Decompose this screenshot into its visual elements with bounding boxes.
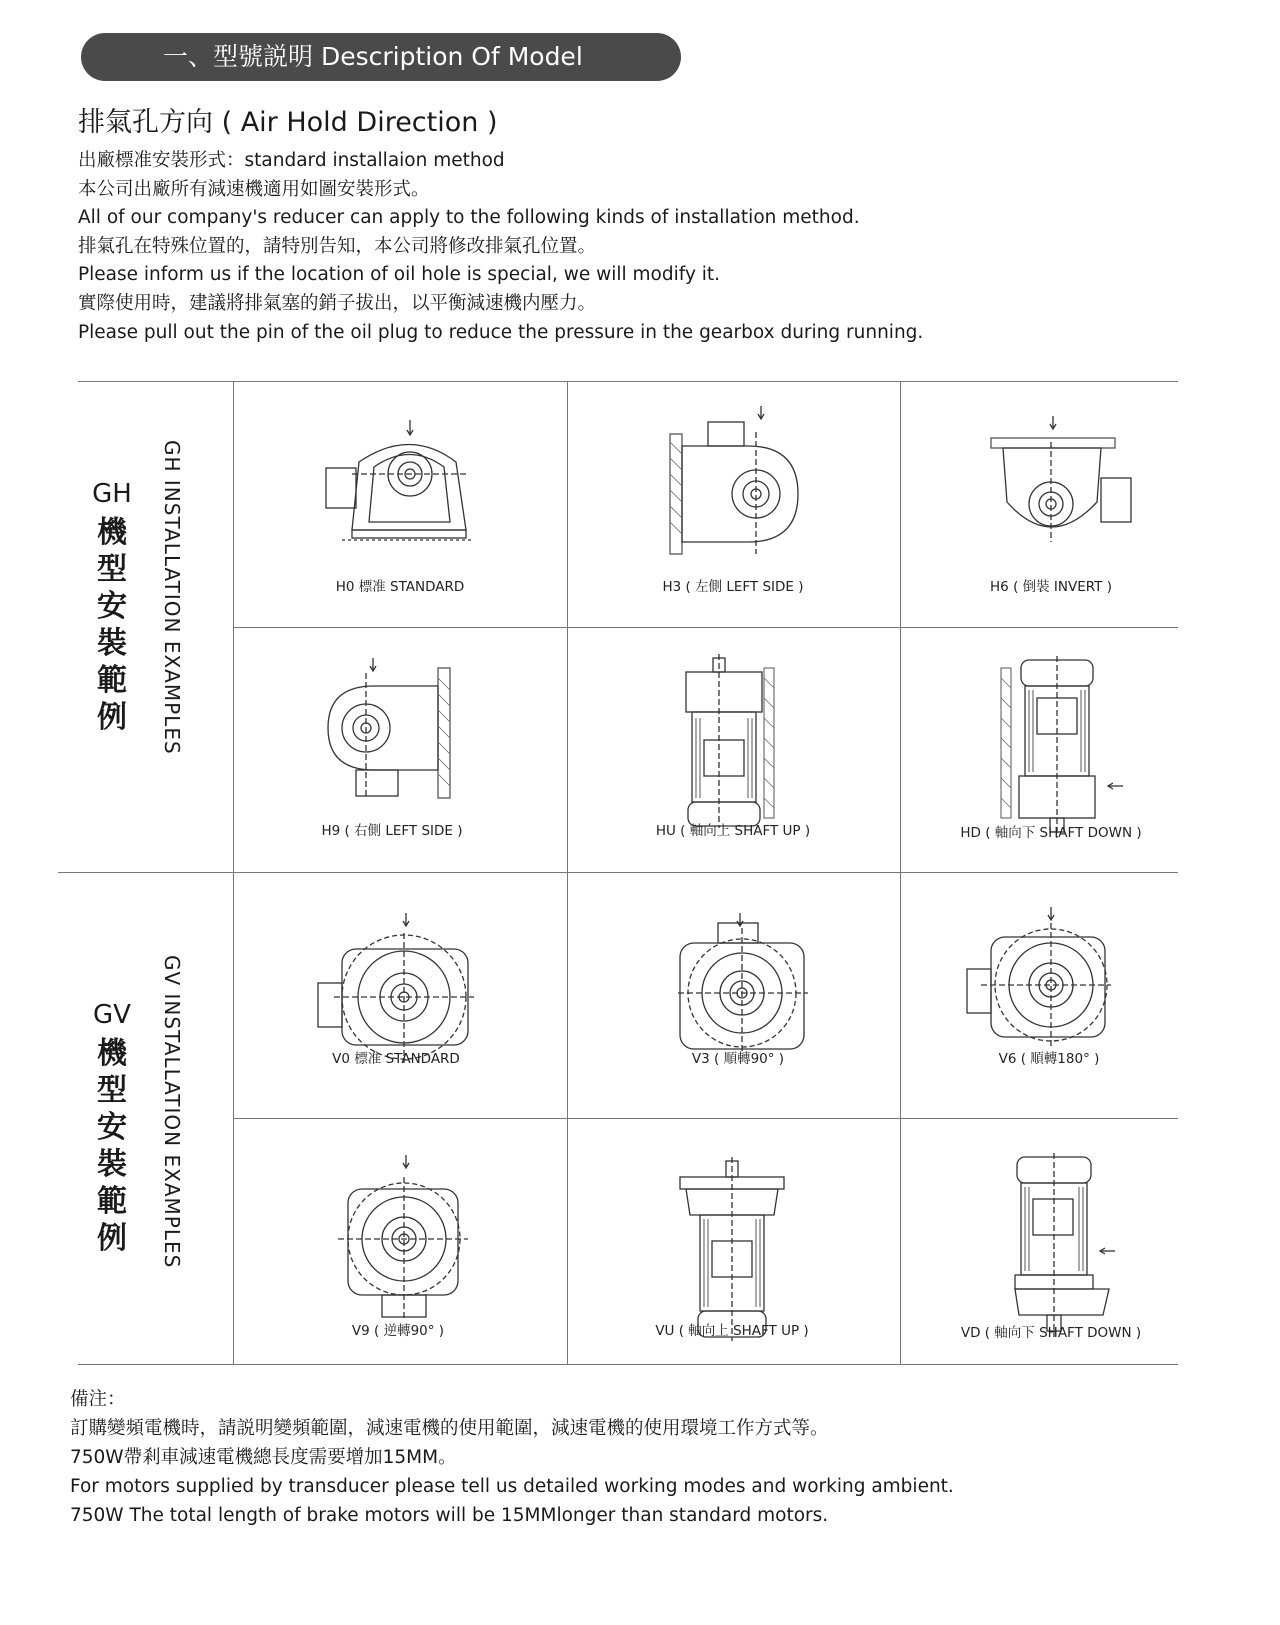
intro-line-5: Please inform us if the location of oil hole is special, we will modify it.	[78, 264, 721, 286]
h6-label: H6 ( 倒裝 INVERT )	[990, 579, 1112, 595]
v3-label: V3 ( 順轉90° )	[691, 1051, 785, 1067]
hu-diagram	[568, 628, 900, 872]
gh-h6-cell	[901, 382, 1178, 627]
gh-side-cn: 機型安裝範例	[97, 515, 127, 735]
h9-label: H9 ( 右側 LEFT SIDE )	[321, 823, 463, 839]
h3-diagram	[568, 382, 900, 627]
gv-side-en: GV INSTALLATION EXAMPLES	[160, 955, 184, 1269]
gh-h3-cell	[568, 382, 900, 627]
v9-label: V9 ( 逆轉90° )	[351, 1323, 445, 1339]
vu-label: VU ( 軸向上 SHAFT UP )	[655, 1323, 809, 1339]
v0-diagram	[234, 873, 567, 1118]
intro-line-6: 實際使用時，建議將排氣塞的銷子拔出，以平衡減速機内壓力。	[78, 292, 597, 314]
h6-diagram	[901, 382, 1178, 627]
section-subtitle: 排氣孔方向 ( Air Hold Direction )	[78, 107, 498, 138]
hd-label: HD ( 軸向下 SHAFT DOWN )	[960, 825, 1142, 841]
gh-side-en: GH INSTALLATION EXAMPLES	[160, 440, 184, 755]
notes-line-2: 750W帶剎車減速電機總長度需要增加15MM。	[70, 1447, 457, 1468]
hd-diagram	[901, 628, 1178, 872]
v6-diagram	[901, 873, 1178, 1118]
gv-v0-cell	[234, 873, 567, 1118]
h3-label: H3 ( 左側 LEFT SIDE )	[662, 579, 804, 595]
intro-line-4: 排氣孔在特殊位置的，請特別告知，本公司將修改排氣孔位置。	[78, 235, 597, 257]
gh-h9-cell	[234, 628, 567, 872]
table-bottom-rule	[78, 1364, 1178, 1365]
gv-v9-cell	[234, 1119, 567, 1364]
v0-label: V0 標准 STANDARD	[332, 1051, 460, 1067]
vu-diagram	[568, 1119, 900, 1364]
gh-hu-cell	[568, 628, 900, 872]
gv-side-latin: GV	[93, 1000, 131, 1030]
v9-diagram	[234, 1119, 567, 1364]
gv-side-cn: 機型安裝範例	[97, 1036, 127, 1256]
intro-line-7: Please pull out the pin of the oil plug to reduce the pressure in the gearbox during running.	[78, 321, 924, 343]
notes-section	[70, 1385, 1220, 1530]
gv-v3-cell	[568, 873, 900, 1118]
vd-label: VD ( 軸向下 SHAFT DOWN )	[960, 1325, 1142, 1341]
notes-heading: 備注：	[70, 1389, 126, 1410]
hu-label: HU ( 軸向上 SHAFT UP )	[655, 823, 811, 839]
gv-side-label	[92, 995, 132, 1257]
section-title-banner: 一、型號説明 Description Of Model	[81, 33, 681, 81]
intro-text	[78, 147, 1198, 347]
gh-hd-cell	[901, 628, 1178, 872]
gv-v6-cell	[901, 873, 1178, 1118]
vd-diagram	[901, 1119, 1178, 1364]
v6-label: V6 ( 順轉180° )	[998, 1051, 1100, 1067]
intro-line-1: 出廠標准安裝形式：standard installaion method	[78, 150, 505, 171]
h0-diagram	[234, 382, 567, 627]
notes-line-3: For motors supplied by transducer please tell us detailed working modes and working ambient.	[70, 1476, 954, 1497]
intro-line-2: 本公司出廠所有減速機適用如圖安裝形式。	[78, 178, 430, 200]
intro-line-3: All of our company's reducer can apply to the following kinds of installation method.	[78, 207, 860, 229]
notes-line-1: 訂購變頻電機時，請説明變頻範圍，減速電機的使用範圍，減速電機的使用環境工作方式等。	[70, 1418, 829, 1439]
gv-vu-cell	[568, 1119, 900, 1364]
h9-diagram	[234, 628, 567, 872]
gv-vd-cell	[901, 1119, 1178, 1364]
h0-label: H0 標准 STANDARD	[335, 579, 465, 595]
gh-side-latin: GH	[92, 479, 132, 509]
gh-side-label	[92, 474, 132, 736]
notes-line-4: 750W The total length of brake motors will be 15MMlonger than standard motors.	[70, 1505, 829, 1526]
v3-diagram	[568, 873, 900, 1118]
gh-h0-cell	[234, 382, 567, 627]
